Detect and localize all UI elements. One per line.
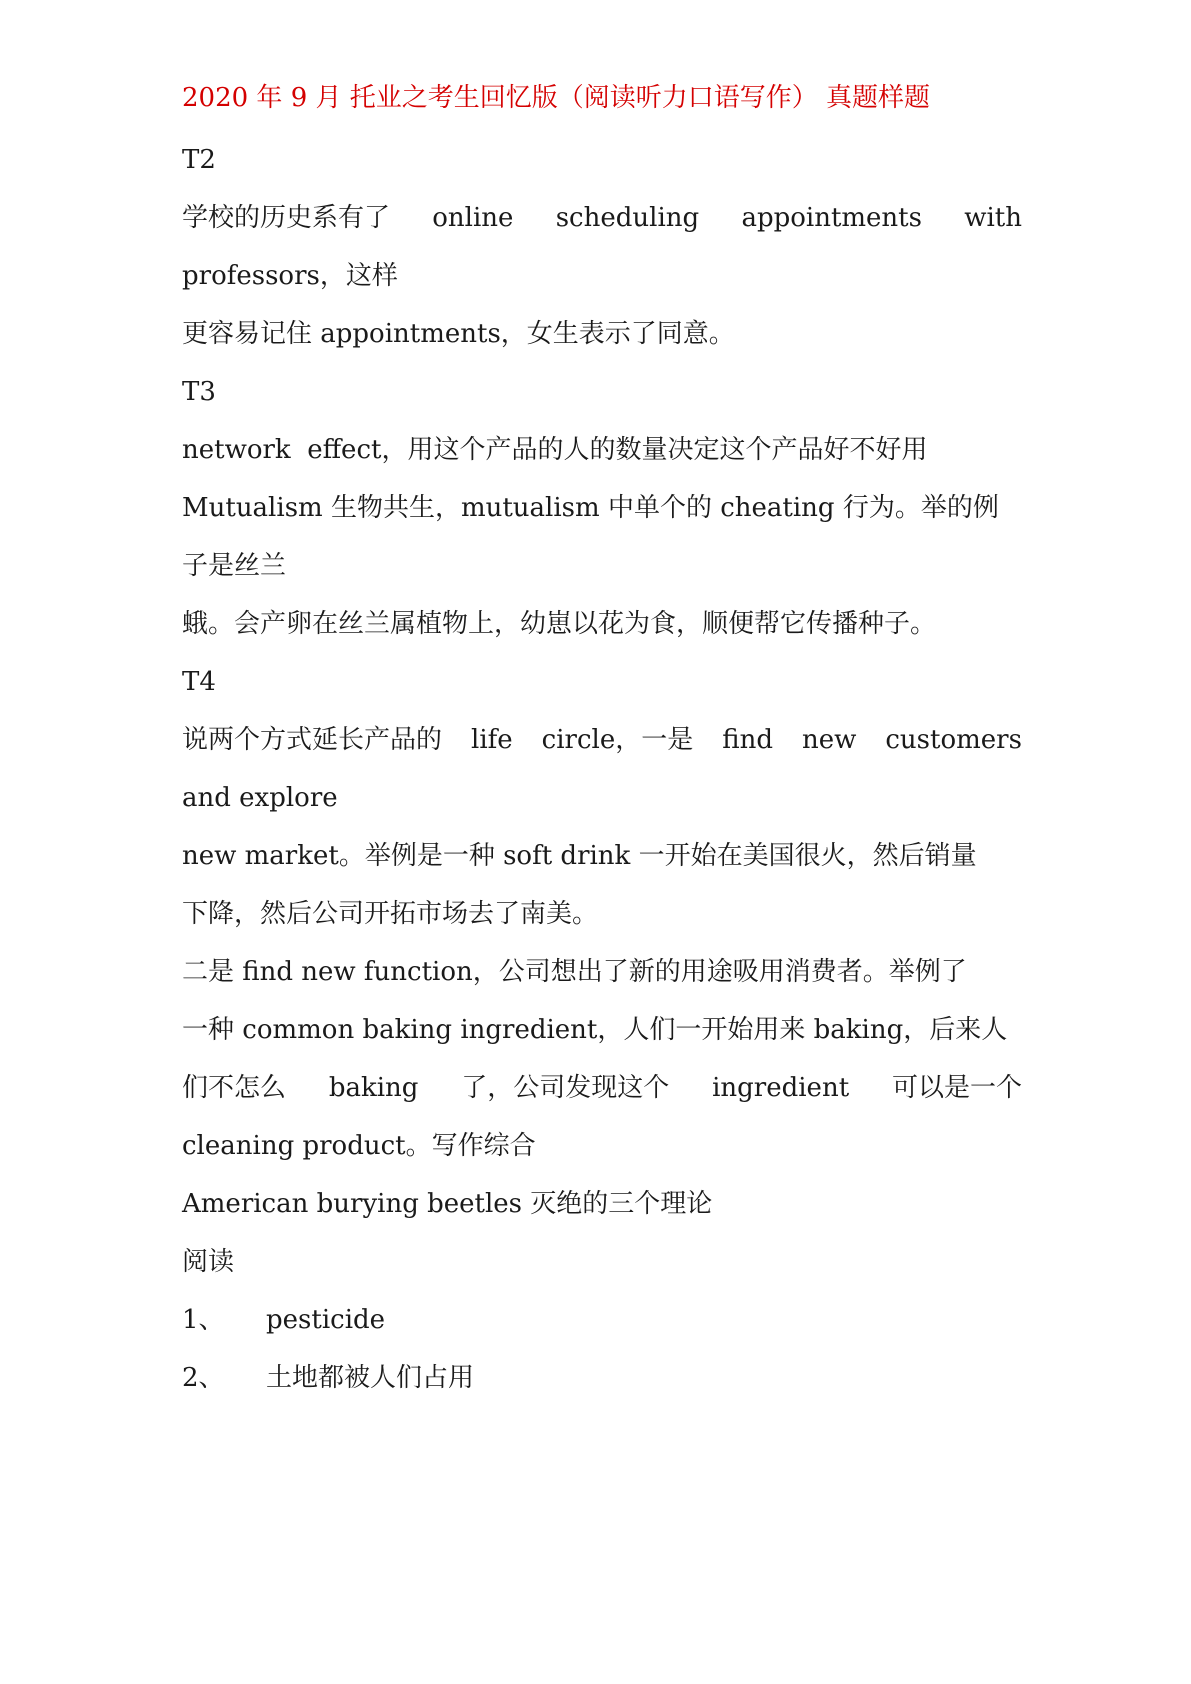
text-span: new	[801, 725, 857, 755]
t2-paragraph-line-1	[182, 198, 1022, 238]
t4-paragraph-line-7	[182, 1068, 1022, 1108]
list-item-text: 土地都被人们占用	[266, 1363, 475, 1393]
t4-paragraph-line-6: 一种 common baking ingredient，人们一开始用来 baking，后来人	[182, 1015, 1008, 1045]
text-span: find	[722, 725, 773, 755]
list-item-text: pesticide	[266, 1305, 386, 1335]
t4-paragraph-line-8: cleaning product。写作综合	[182, 1131, 536, 1161]
text-span: ingredient	[712, 1073, 850, 1103]
text-span: 了，公司发现这个	[461, 1073, 670, 1103]
text-span: baking	[328, 1073, 419, 1103]
t2-paragraph-line-3: 更容易记住 appointments，女生表示了同意。	[182, 319, 735, 349]
section-heading-t4: T4	[182, 667, 216, 697]
t2-paragraph-line-2: professors，这样	[182, 261, 398, 291]
text-span: 学校的历史系有了	[182, 203, 391, 233]
text-span: appointments	[741, 203, 922, 233]
t4-paragraph-line-2: and explore	[182, 783, 338, 813]
t4-paragraph-line-4: 下降，然后公司开拓市场去了南美。	[182, 899, 599, 929]
list-item	[182, 1300, 1022, 1340]
section-heading-t3: T3	[182, 377, 216, 407]
text-span: 可以是一个	[891, 1073, 1022, 1103]
list-item	[182, 1358, 1022, 1398]
section-heading-reading: 阅读	[182, 1247, 235, 1277]
t3-paragraph-line-2: Mutualism 生物共生，mutualism 中单个的 cheating 行为。举的例	[182, 493, 999, 523]
writing-topic: American burying beetles 灭绝的三个理论	[182, 1189, 713, 1219]
text-span: with	[964, 203, 1022, 233]
section-heading-t2: T2	[182, 145, 216, 175]
t4-paragraph-line-3: new market。举例是一种 soft drink 一开始在美国很火，然后销量	[182, 841, 977, 871]
t3-paragraph-line-1: network effect，用这个产品的人的数量决定这个产品好不好用	[182, 435, 928, 465]
text-span: online	[432, 203, 514, 233]
text-span: customers	[885, 725, 1022, 755]
t4-paragraph-line-5: 二是 find new function，公司想出了新的用途吸用消费者。举例了	[182, 957, 967, 987]
document-title: 2020 年 9 月 托业之考生回忆版（阅读听力口语写作） 真题样题	[182, 83, 931, 113]
t4-paragraph-line-1	[182, 720, 1022, 760]
text-span: scheduling	[555, 203, 700, 233]
list-item-number: 1、	[182, 1305, 225, 1335]
t3-paragraph-line-3: 子是丝兰	[182, 551, 287, 581]
t3-paragraph-line-4: 蛾。会产卵在丝兰属植物上，幼崽以花为食，顺便帮它传播种子。	[182, 609, 937, 639]
text-span: 说两个方式延长产品的	[182, 725, 443, 755]
text-span: circle，一是	[541, 725, 694, 755]
list-item-number: 2、	[182, 1363, 225, 1393]
text-span: 们不怎么	[182, 1073, 287, 1103]
text-span: life	[471, 725, 513, 755]
